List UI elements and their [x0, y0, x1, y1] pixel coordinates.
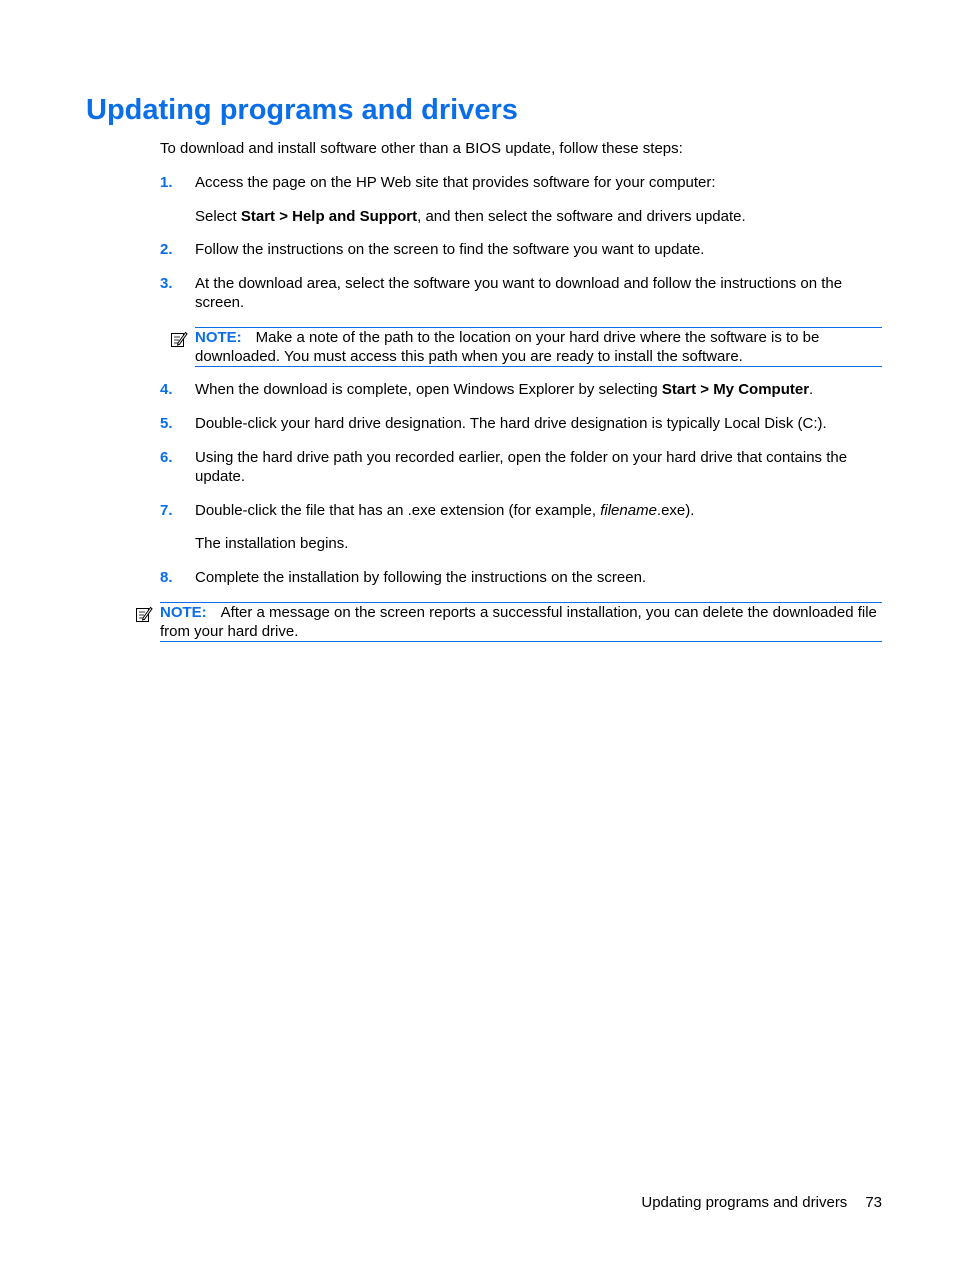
page-title: Updating programs and drivers [86, 94, 518, 126]
note-label: NOTE: [195, 329, 242, 346]
step-text: When the download is complete, open Windows Explorer by selecting Start > My Computer. [195, 381, 814, 398]
step-7-detail: The installation begins. [195, 535, 349, 552]
step-3 [160, 274, 882, 312]
step-1 [160, 173, 882, 192]
step-text: Using the hard drive path you recorded earlier, open the folder on your hard drive that contains the update. [195, 449, 848, 485]
page-number: 73 [865, 1194, 882, 1211]
step-8 [160, 568, 882, 587]
step-text: Double-click your hard drive designation. The hard drive designation is typically Local Disk (C:). [195, 415, 827, 432]
intro-paragraph: To download and install software other than a BIOS update, follow these steps: [160, 140, 683, 157]
note-pencil-icon [135, 605, 153, 623]
step-6 [160, 448, 882, 486]
step-number: 8. [160, 569, 173, 586]
page-footer [641, 1193, 882, 1212]
step-4 [160, 380, 882, 399]
step-number: 3. [160, 275, 173, 292]
note-pencil-icon [170, 330, 188, 348]
note-box [160, 602, 882, 642]
footer-section-title: Updating programs and drivers [641, 1194, 848, 1211]
filename-placeholder: filename [600, 502, 657, 519]
note-box [195, 327, 882, 367]
step-2 [160, 240, 882, 259]
note-text: After a message on the screen reports a successful installation, you can delete the downloaded file from your hard drive. [160, 604, 877, 640]
menu-path: Start > Help and Support [240, 208, 418, 225]
step-text: Complete the installation by following the instructions on the screen. [195, 569, 647, 586]
step-text: Double-click the file that has an .exe extension (for example, filename.exe). [195, 502, 695, 519]
step-text: Follow the instructions on the screen to find the software you want to update. [195, 241, 705, 258]
step-number: 7. [160, 502, 173, 519]
step-text: At the download area, select the software you want to download and follow the instructions on the screen. [195, 275, 843, 311]
note-label: NOTE: [160, 604, 207, 621]
step-7 [160, 501, 882, 520]
step-5 [160, 414, 882, 433]
step-text: Access the page on the HP Web site that provides software for your computer: [195, 174, 716, 191]
step-number: 5. [160, 415, 173, 432]
note-text: Make a note of the path to the location on your hard drive where the software is to be downloaded. You must access this path when you are ready to install the software. [195, 329, 820, 365]
step-1-detail: Select Start > Help and Support, and then select the software and drivers update. [195, 208, 746, 225]
step-number: 6. [160, 449, 173, 466]
menu-path: Start > My Computer [661, 381, 810, 398]
step-number: 4. [160, 381, 173, 398]
step-number: 2. [160, 241, 173, 258]
step-number: 1. [160, 174, 173, 191]
